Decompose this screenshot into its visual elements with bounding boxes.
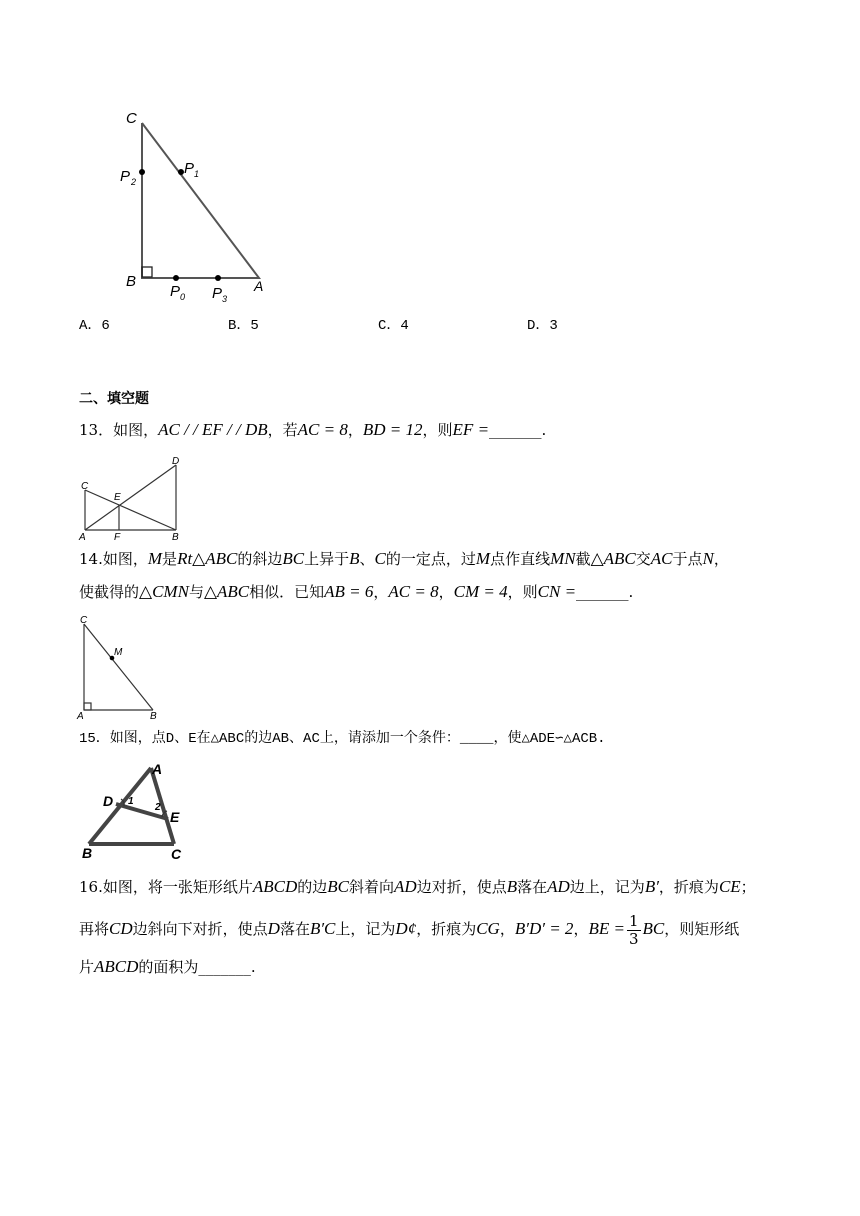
q14-line2: 使截得的△CMN与△ABC相似．已知AB = 6，AC = 8，CM = 4，则CN =_______.: [79, 582, 634, 601]
label-angle-1: 1: [128, 796, 134, 807]
option-d: D．3: [527, 318, 558, 334]
point-p2: [139, 169, 145, 175]
label-c: C: [81, 481, 89, 492]
label-p3-sub: 3: [222, 294, 228, 304]
q16-line2: 再将CD边斜向下对折，使点D落在B′C上，记为D¢，折痕为CG，B′D′ = 2，BE = $\frac{1}{3}$ BC，则矩形纸: [79, 911, 740, 948]
label-b: B: [82, 845, 93, 861]
label-p1-sub: 1: [194, 169, 200, 179]
q13-text: 13．如图，AC / / EF / / DB，若AC = 8，BD = 12，则EF =_______.: [79, 420, 547, 439]
label-c: C: [126, 110, 137, 127]
point-p3: [215, 275, 221, 281]
label-e: E: [114, 492, 121, 503]
option-a: A．6: [79, 318, 110, 334]
label-p0-sub: 0: [180, 292, 186, 302]
q15-figure: [80, 758, 195, 866]
label-p3: P: [212, 285, 223, 302]
label-f: F: [114, 532, 121, 542]
q12-figure: [110, 105, 280, 305]
q14-figure: [74, 612, 170, 722]
label-d: D: [172, 456, 180, 467]
option-b: B．5: [228, 318, 259, 334]
label-b: B: [126, 273, 137, 290]
q16-line3: 片ABCD的面积为_______.: [79, 957, 256, 976]
label-c: C: [171, 846, 182, 862]
section-title: 二、填空题: [79, 391, 149, 407]
label-a: A: [79, 532, 86, 542]
point-p0: [173, 275, 179, 281]
label-c: C: [80, 615, 88, 626]
label-d: D: [103, 793, 114, 809]
label-p2-sub: 2: [131, 177, 137, 187]
label-b: B: [150, 711, 157, 722]
option-c: C．4: [378, 318, 409, 334]
label-p2: P: [120, 168, 131, 185]
label-a: A: [77, 711, 84, 722]
q13-figure: [76, 452, 188, 542]
q16-line1: 16.如图，将一张矩形纸片ABCD的边BC斜着向AD边对折，使点B落在AD边上，记为B′，折痕为CE；: [79, 877, 756, 896]
fraction-one-third: $\frac{1}{3}$: [628, 911, 639, 948]
label-p0: P: [170, 283, 181, 300]
label-m: M: [114, 647, 123, 658]
label-p1: P: [184, 160, 195, 177]
label-b: B: [172, 532, 179, 542]
label-e: E: [170, 809, 180, 825]
q15-text: 15．如图，点D、E在△ABC的边AB、AC上，请添加一个条件：____，使△ADE∽△ACB.: [79, 731, 606, 747]
label-angle-2: 2: [155, 802, 161, 813]
label-a: A: [254, 278, 264, 294]
label-a: A: [152, 761, 163, 777]
q14-line1: 14.如图，M是Rt△ABC的斜边BC上异于B、C的一定点，过M点作直线MN截△ABC交AC于点N，: [79, 549, 729, 568]
